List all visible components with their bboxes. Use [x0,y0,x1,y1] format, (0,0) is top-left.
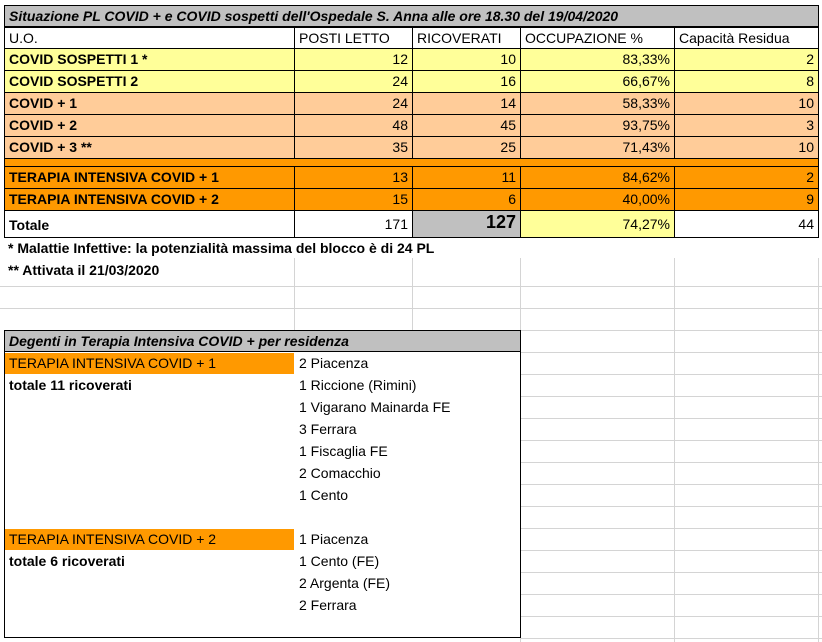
cell-ricoverati: 16 [413,71,520,92]
list-item: 2 Ferrara [299,597,357,613]
cell-posti: 48 [295,115,412,136]
cell-residua: 9 [675,189,818,210]
list-item: 1 Fiscaglia FE [299,443,388,459]
list-item: 1 Piacenza [299,531,369,547]
cell-residua: 10 [675,137,818,158]
list-item: 2 Comacchio [299,465,381,481]
list-item: 2 Piacenza [299,355,369,371]
cell-posti: 35 [295,137,412,158]
residence-unit-label: TERAPIA INTENSIVA COVID + 1 [5,353,294,374]
header-occupazione: OCCUPAZIONE % [525,30,643,46]
cell-ricoverati: 25 [413,137,520,158]
cell-uo: TERAPIA INTENSIVA COVID + 1 [5,167,294,188]
cell-occupazione: 66,67% [521,71,674,92]
residence-unit-label: TERAPIA INTENSIVA COVID + 2 [5,529,294,550]
cell-occupazione: 40,00% [521,189,674,210]
residence-total: totale 11 ricoverati [9,377,132,393]
cell-uo: COVID + 2 [5,115,294,136]
cell-posti: 15 [295,189,412,210]
cell-ricoverati: 6 [413,189,520,210]
header-ricoverati: RICOVERATI [417,30,502,46]
residence-total: totale 6 ricoverati [9,553,125,569]
list-item: 1 Vigarano Mainarda FE [299,399,451,415]
cell-posti: 13 [295,167,412,188]
list-item: 1 Cento (FE) [299,553,380,569]
total-posti: 171 [384,216,408,232]
cell-ricoverati: 14 [413,93,520,114]
cell-occupazione: 71,43% [521,137,674,158]
cell-residua: 2 [675,49,818,70]
row-spacer [5,159,818,166]
cell-ricoverati: 11 [413,167,520,188]
cell-uo: COVID SOSPETTI 1 * [5,49,294,70]
note-2: ** Attivata il 21/03/2020 [8,262,160,278]
cell-posti: 12 [295,49,412,70]
header-capacita-residua: Capacità Residua [679,30,790,46]
cell-occupazione: 58,33% [521,93,674,114]
cell-uo: COVID SOSPETTI 2 [5,71,294,92]
list-item: 1 Cento [299,487,349,503]
cell-ricoverati: 10 [413,49,520,70]
header-posti-letto: POSTI LETTO [299,30,390,46]
cell-ricoverati: 45 [413,115,520,136]
cell-uo: COVID + 1 [5,93,294,114]
note-1: * Malattie Infettive: la potenzialità massima del blocco è di 24 PL [8,240,435,256]
list-item: 3 Ferrara [299,421,357,437]
cell-uo: TERAPIA INTENSIVA COVID + 2 [5,189,294,210]
cell-occupazione: 93,75% [521,115,674,136]
residence-table-title: Degenti in Terapia Intensiva COVID + per residenza [5,331,520,352]
cell-occupazione: 83,33% [521,49,674,70]
main-table-title: Situazione PL COVID + e COVID sospetti dell'Ospedale S. Anna alle ore 18.30 del 19/04/2020 [4,5,819,27]
list-item: 1 Riccione (Rimini) [299,377,417,393]
total-ricoverati: 127 [413,211,520,237]
total-label: Totale [9,217,50,233]
header-uo: U.O. [9,30,38,46]
list-item: 2 Argenta (FE) [299,575,391,591]
cell-occupazione: 84,62% [521,167,674,188]
cell-residua: 3 [675,115,818,136]
cell-posti: 24 [295,93,412,114]
total-residua: 44 [798,216,814,232]
cell-residua: 8 [675,71,818,92]
cell-residua: 2 [675,167,818,188]
cell-uo: COVID + 3 ** [5,137,294,158]
cell-residua: 10 [675,93,818,114]
cell-posti: 24 [295,71,412,92]
total-occupazione: 74,27% [521,211,674,237]
